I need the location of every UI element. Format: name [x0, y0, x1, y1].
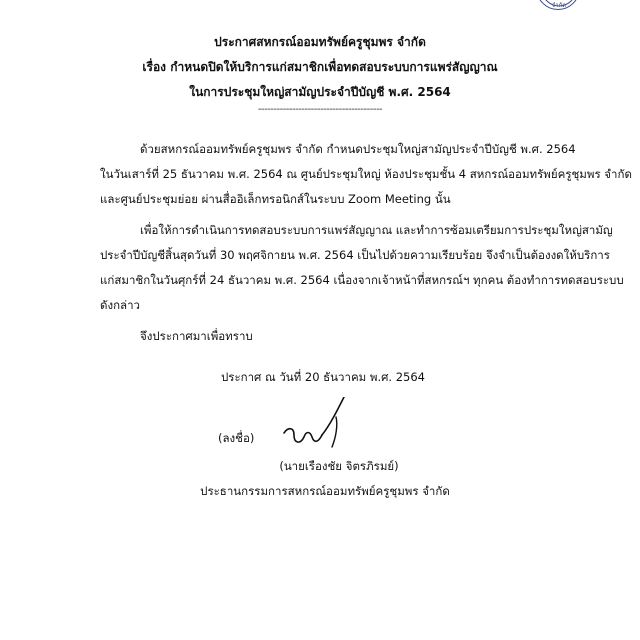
signature-icon — [218, 397, 368, 457]
handwritten-signature — [218, 397, 368, 461]
signer-name: (นายเรืองชัย จิตรภิรมย์) — [279, 459, 399, 473]
svg-text:จำกัด: จำกัด — [551, 2, 567, 9]
para2-line1: เพื่อให้การดำเนินการทดสอบระบบการแพร่สัญญาณ และทำการซ้อมเตรียมการประชุมใหญ่สามัญ — [140, 223, 613, 237]
announcement-subject-cont: ในการประชุมใหญ่สามัญประจำปีบัญชี พ.ศ. 2564 — [189, 85, 451, 99]
closing-line: จึงประกาศมาเพื่อทราบ — [140, 329, 253, 343]
cooperative-seal — [536, 0, 580, 10]
signature-label: (ลงชื่อ) — [218, 431, 255, 445]
signer-position: ประธานกรรมการสหกรณ์ออมทรัพย์ครูชุมพร จำกัด — [200, 484, 450, 498]
announcement-date: ประกาศ ณ วันที่ 20 ธันวาคม พ.ศ. 2564 — [220, 370, 426, 384]
para2-line2: ประจำปีบัญชีสิ้นสุดวันที่ 30 พฤศจิกายน พ.ศ. 2564 เป็นไปด้วยความเรียบร้อย จึงจำเป็นต้องงดให้บริการ — [100, 248, 610, 262]
announcement-title: ประกาศสหกรณ์ออมทรัพย์ครูชุมพร จำกัด — [214, 35, 426, 49]
announcement-subject: เรื่อง กำหนดปิดให้บริการแก่สมาชิกเพื่อทดสอบระบบการแพร่สัญญาณ — [142, 60, 498, 74]
seal-emblem-icon — [537, 0, 581, 11]
title-separator: ---------------------------------------- — [257, 104, 383, 115]
para1-line2: ในวันเสาร์ที่ 25 ธันวาคม พ.ศ. 2564 ณ ศูนย์ประชุมใหญ่ ห้องประชุมชั้น 4 สหกรณ์ออมทรัพย์ครูชุมพร จำกัด — [100, 167, 632, 181]
para2-line4: ดังกล่าว — [100, 298, 141, 312]
para1-line3: และศูนย์ประชุมย่อย ผ่านสื่ออิเล็กทรอนิกส์ในระบบ Zoom Meeting นั้น — [100, 192, 451, 206]
para2-line3: แก่สมาชิกในวันศุกร์ที่ 24 ธันวาคม พ.ศ. 2564 เนื่องจากเจ้าหน้าที่สหกรณ์ฯ ทุกคน ต้องทำการทดสอบระบบ — [100, 273, 624, 287]
para1-line1: ด้วยสหกรณ์ออมทรัพย์ครูชุมพร จำกัด กำหนดประชุมใหญ่สามัญประจำปีบัญชี พ.ศ. 2564 — [140, 142, 576, 156]
